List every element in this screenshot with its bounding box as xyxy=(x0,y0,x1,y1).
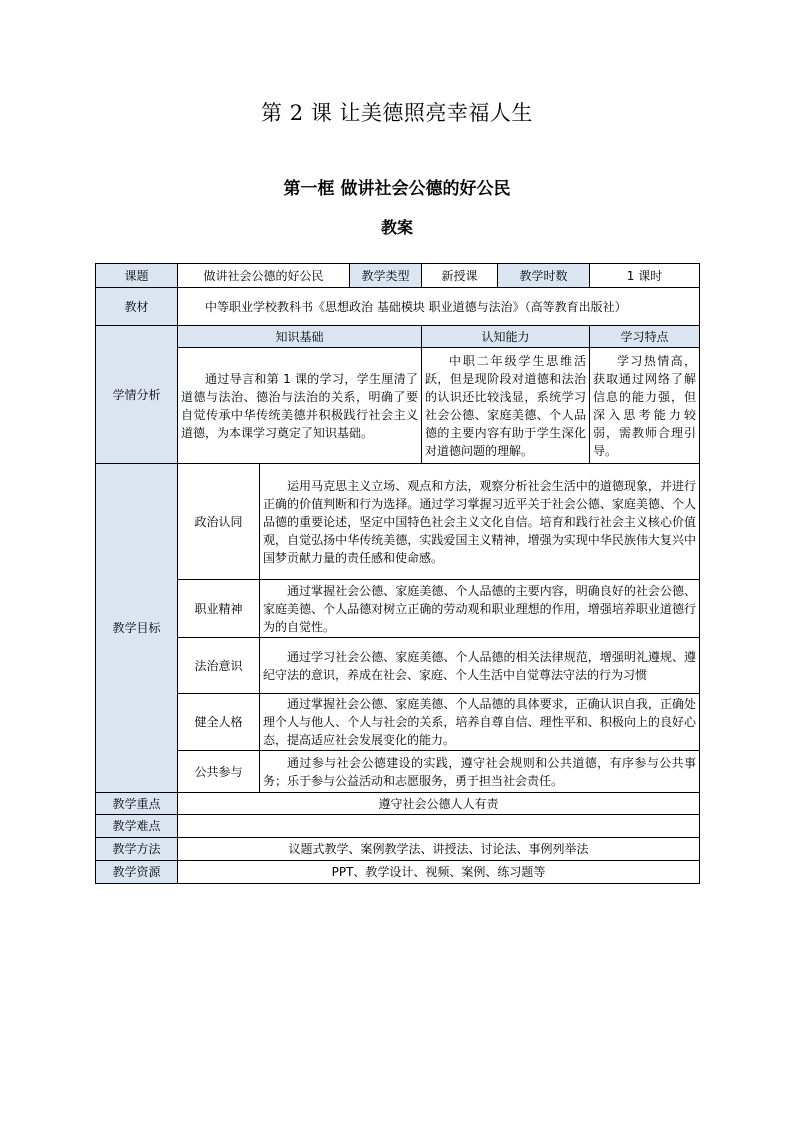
lesson-plan-table xyxy=(95,263,700,884)
lesson-title: 第 2 课 让美德照亮幸福人生 xyxy=(261,101,533,125)
row-topic xyxy=(96,264,700,288)
analysis-knowledge-text: 通过导言和第 1 课的学习，学生厘清了道德与法治、德治与法治的关系，明确了要自觉传承中华传统美德并积极践行社会主义道德，为本课学习奠定了知识基础。 xyxy=(178,348,422,464)
goal-row xyxy=(96,464,700,580)
goal-name: 政治认同 xyxy=(178,464,260,580)
analysis-cognition-text: 中职二年级学生思维活跃，但是现阶段对道德和法治的认识还比较浅显，系统学习社会公德、家庭美德、个人品德的主要内容有助于学生深化对道德问题的理解。 xyxy=(422,348,590,464)
difficulty-label: 教学难点 xyxy=(96,815,178,838)
row-difficulty xyxy=(96,815,700,838)
method-label: 教学方法 xyxy=(96,838,178,861)
analysis-header-traits: 学习特点 xyxy=(590,326,700,348)
resource-label: 教学资源 xyxy=(96,861,178,884)
type-label: 教学类型 xyxy=(350,264,422,288)
difficulty-value xyxy=(178,815,700,838)
goal-text: 通过学习社会公德、家庭美德、个人品德的相关法律规范，增强明礼遵规、遵纪守法的意识，养成在社会、家庭、个人生活中自觉尊法守法的行为习惯 xyxy=(260,638,700,694)
document-type: 教案 xyxy=(380,218,413,237)
goal-row xyxy=(96,580,700,638)
analysis-traits-text: 学习热情高，获取通过网络了解信息的能力强，但深入思考能力较弱，需教师合理引导。 xyxy=(590,348,700,464)
hours-value: 1 课时 xyxy=(590,264,700,288)
goal-row xyxy=(96,751,700,793)
goal-row xyxy=(96,638,700,694)
row-method xyxy=(96,838,700,861)
topic-label: 课题 xyxy=(96,264,178,288)
row-analysis-headers xyxy=(96,326,700,348)
method-value: 议题式教学、案例教学法、讲授法、讨论法、事例列举法 xyxy=(178,838,700,861)
textbook-value: 中等职业学校教科书《思想政治 基础模块 职业道德与法治》（高等教育出版社） xyxy=(178,288,700,326)
key-point-value: 遵守社会公德人人有责 xyxy=(178,793,700,815)
goal-text: 通过参与社会公德建设的实践，遵守社会规则和公共道德，有序参与公共事务；乐于参与公益活动和志愿服务，勇于担当社会责任。 xyxy=(260,751,700,793)
goal-name: 法治意识 xyxy=(178,638,260,694)
topic-value: 做讲社会公德的好公民 xyxy=(178,264,350,288)
row-textbook xyxy=(96,288,700,326)
goal-text: 通过掌握社会公德、家庭美德、个人品德的具体要求，正确认识自我，正确处理个人与他人、个人与社会的关系，培养自尊自信、理性平和、积极向上的良好心态，提高适应社会发展变化的能力。 xyxy=(260,694,700,751)
section-title: 第一框 做讲社会公德的好公民 xyxy=(283,179,511,199)
goals-label: 教学目标 xyxy=(96,464,178,793)
type-value: 新授课 xyxy=(422,264,498,288)
hours-label: 教学时数 xyxy=(498,264,590,288)
analysis-label: 学情分析 xyxy=(96,326,178,464)
analysis-header-cognition: 认知能力 xyxy=(422,326,590,348)
goal-text: 通过掌握社会公德、家庭美德、个人品德的主要内容，明确良好的社会公德、家庭美德、个人品德对树立正确的劳动观和职业理想的作用，增强培养职业道德行为的自觉性。 xyxy=(260,580,700,638)
row-analysis-content xyxy=(96,348,700,464)
resource-value: PPT、教学设计、视频、案例、练习题等 xyxy=(178,861,700,884)
row-key-point xyxy=(96,793,700,815)
goal-name: 公共参与 xyxy=(178,751,260,793)
goal-name: 职业精神 xyxy=(178,580,260,638)
key-point-label: 教学重点 xyxy=(96,793,178,815)
row-resource xyxy=(96,861,700,884)
goal-text: 运用马克思主义立场、观点和方法，观察分析社会生活中的道德现象，并进行正确的价值判断和行为选择。通过学习掌握习近平关于社会公德、家庭美德、个人品德的重要论述，坚定中国特色社会主义文化自信。培育和践行社会主义核心价值观，自觉弘扬中华传统美德，实践爱国主义精神，增强为实现中华民族伟大复兴中国梦贡献力量的责任感和使命感。 xyxy=(260,464,700,580)
analysis-header-knowledge: 知识基础 xyxy=(178,326,422,348)
goal-row xyxy=(96,694,700,751)
goal-name: 健全人格 xyxy=(178,694,260,751)
textbook-label: 教材 xyxy=(96,288,178,326)
